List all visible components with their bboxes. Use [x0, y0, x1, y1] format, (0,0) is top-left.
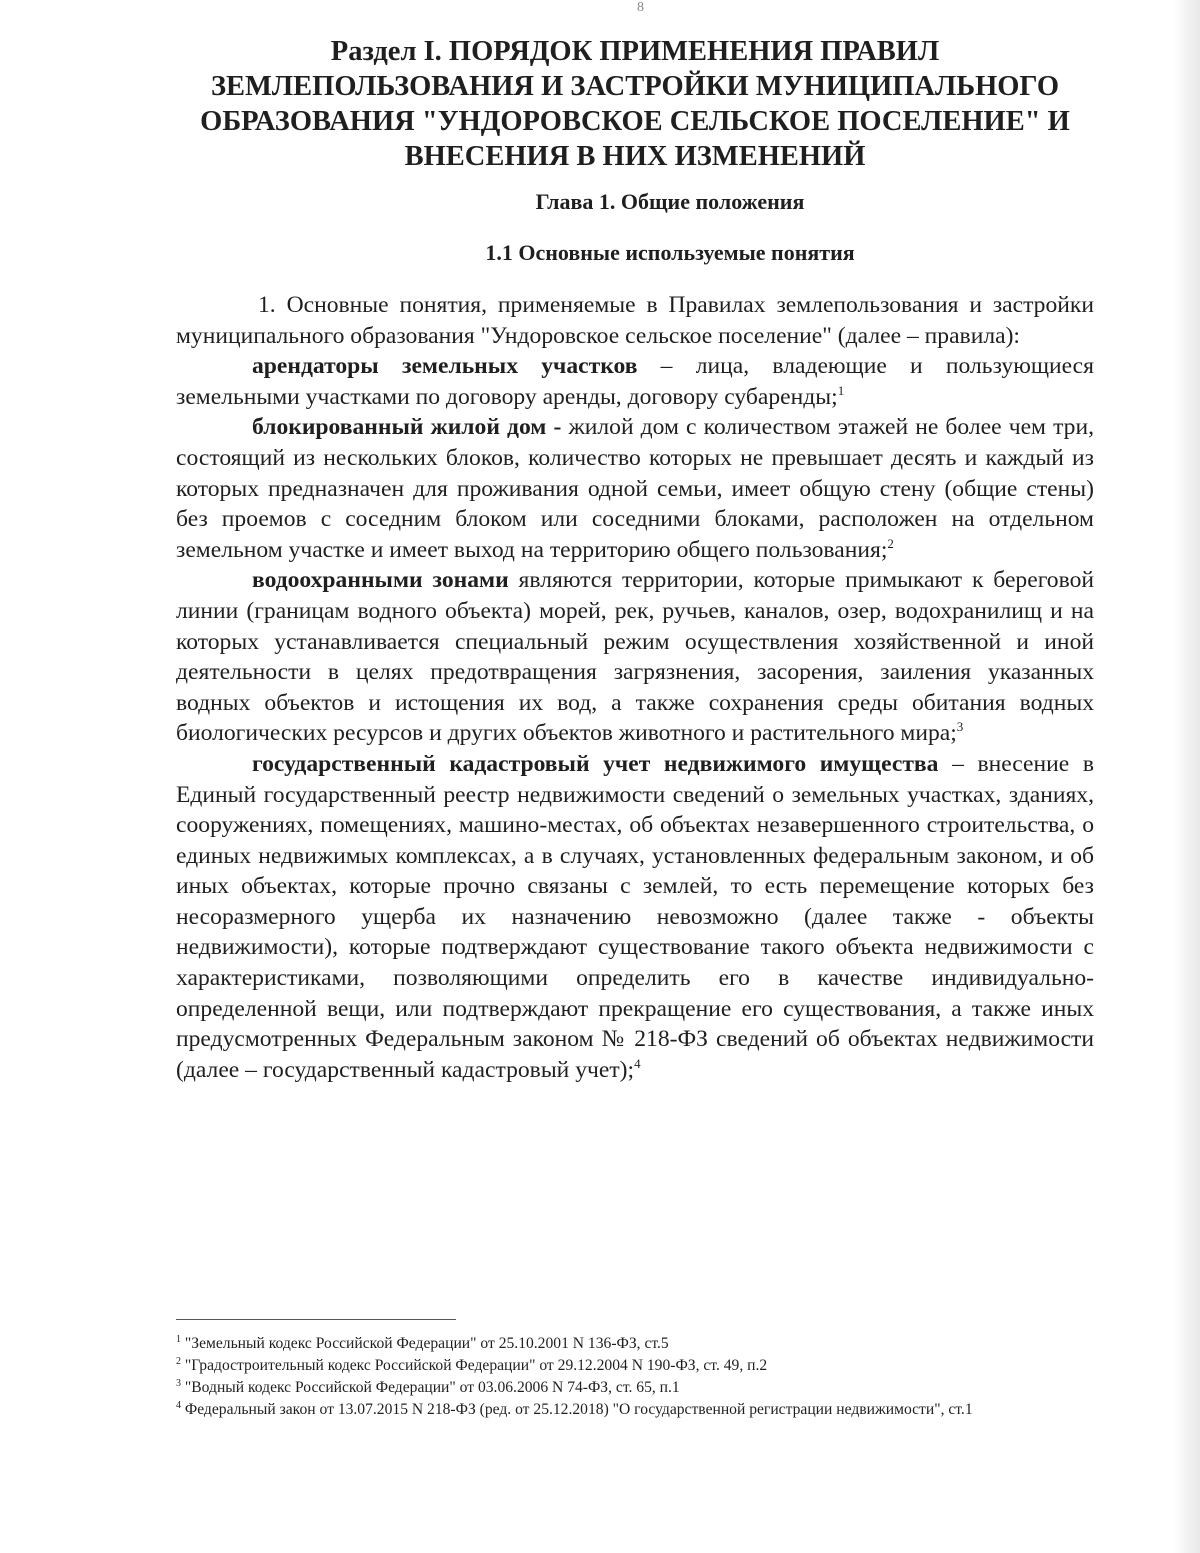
- definition-paragraph: [176, 749, 1094, 1086]
- footnote-ref[interactable]: 2: [887, 535, 894, 551]
- footnotes: [176, 1333, 1088, 1421]
- footnote-item: [176, 1399, 1088, 1421]
- definition-paragraph: [176, 412, 1094, 565]
- footnote-ref[interactable]: 3: [956, 719, 964, 735]
- definition-text: являются территории, которые примыкают к береговой линии (границам водного объекта) морей, рек, ручьев, каналов, озер, водохранилищ и на которых устанавливается специальный режим осуществления хозяйственной и иной деятельности в целях предотвращения загрязнения, засорения, заиления указанных водных объектов и истощения их вод, а также сохранения среды обитания водных биологических ресурсов и других объектов животного и растительного мира;: [176, 567, 1094, 747]
- footnote-number: 1: [176, 1334, 181, 1345]
- footnote-item: [176, 1377, 1088, 1399]
- footnote-number: 4: [176, 1400, 181, 1411]
- footnote-item: [176, 1355, 1088, 1377]
- definition-text: жилой дом с количеством этажей не более чем три, состоящий из нескольких блоков, количество которых не превышает десять и каждый из которых предназначен для проживания одной семьи, имеет общую стену (общие стены) без проемов с соседним блоком или соседними блоками, расположен на отдельном земельном участке и имеет выход на территорию общего пользования;: [176, 414, 1094, 563]
- document-body: [176, 290, 1094, 1085]
- footnote-divider: [176, 1319, 456, 1320]
- footnote-number: 2: [176, 1356, 181, 1367]
- footnote-text: "Водный кодекс Российской Федерации" от 03.06.2006 N 74-ФЗ, ст. 65, п.1: [181, 1379, 680, 1396]
- document-page: [176, 34, 1095, 1083]
- subsection-title: 1.1 Основные используемые понятия: [485, 240, 855, 265]
- intro-paragraph: 1. Основные понятия, применяемые в Правилах землепользования и застройки муниципального образования "Ундоровское сельское поселение" (далее – правила):: [176, 292, 1094, 349]
- footnote-text: "Земельный кодекс Российской Федерации" от 25.10.2001 N 136-ФЗ, ст.5: [181, 1335, 669, 1352]
- footnote-text: "Градостроительный кодекс Российской Федерации" от 29.12.2004 N 190-ФЗ, ст. 49, п.2: [181, 1357, 768, 1374]
- page-number: 8: [637, 0, 644, 15]
- page-edge-shadow: [1174, 0, 1200, 1553]
- definition-term: государственный кадастровый учет недвижимого имущества: [252, 750, 939, 777]
- definition-term: водоохранными зонами: [252, 567, 509, 594]
- chapter-title: Глава 1. Общие положения: [535, 189, 805, 214]
- footnote-text: Федеральный закон от 13.07.2015 N 218-ФЗ (ред. от 25.12.2018) "О государственной регистрации недвижимости", ст.1: [181, 1401, 973, 1418]
- definition-term: арендаторы земельных участков: [252, 353, 638, 380]
- footnote-ref[interactable]: 4: [634, 1055, 641, 1071]
- footnote-number: 3: [176, 1378, 181, 1389]
- definition-term: блокированный жилой дом -: [252, 414, 562, 441]
- section-title: Раздел I. ПОРЯДОК ПРИМЕНЕНИЯ ПРАВИЛ ЗЕМЛЕПОЛЬЗОВАНИЯ И ЗАСТРОЙКИ МУНИЦИПАЛЬНОГО ОБРАЗОВАНИЯ "УНДОРОВСКОЕ СЕЛЬСКОЕ ПОСЕЛЕНИЕ" И ВНЕСЕНИЯ В НИХ ИЗМЕНЕНИЙ: [200, 36, 1070, 172]
- footnote-item: [176, 1333, 1088, 1355]
- definition-text: – внесение в Единый государственный реестр недвижимости сведений о земельных участках, зданиях, сооружениях, помещениях, машино-местах, об объектах незавершенного строительства, о единых недвижимых комплексах, а в случаях, установленных федеральным законом, и об иных объектах, которые прочно связаны с землей, то есть перемещение которых без несоразмерного ущерба их назначению невозможно (далее также - объекты недвижимости), которые подтверждают существование такого объекта недвижимости с характеристиками, позволяющими определить его в качестве индивидуально-определенной вещи, или подтверждают прекращение его существования, а также иных предусмотренных Федеральным законом № 218-ФЗ сведений об объектах недвижимости (далее – государственный кадастровый учет);: [176, 750, 1095, 1083]
- definition-paragraph: [176, 565, 1094, 749]
- definition-paragraph: [176, 351, 1094, 412]
- definition-text: – лица, владеющие и пользующиеся земельными участками по договору аренды, договору субаренды;: [176, 353, 1094, 410]
- footnote-ref[interactable]: 1: [837, 382, 845, 398]
